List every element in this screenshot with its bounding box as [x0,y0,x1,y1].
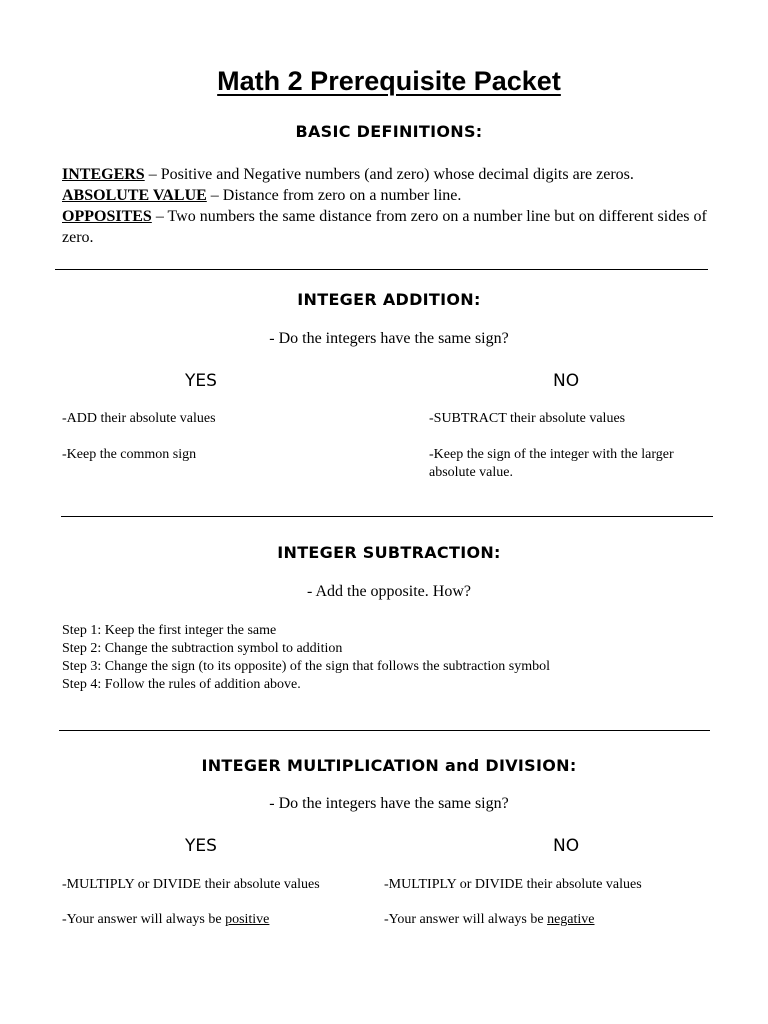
addition-no-item: -SUBTRACT their absolute values [429,411,626,426]
page-title [0,66,768,97]
step-item: Step 1: Keep the first integer the same [62,623,277,638]
definition-integers [62,164,722,185]
integer-subtraction-heading: INTEGER SUBTRACTION: [277,543,501,562]
multiplication-question: - Do the integers have the same sign? [269,795,509,812]
integer-multiplication-heading: INTEGER MULTIPLICATION and DIVISION: [201,756,577,775]
subtraction-question: - Add the opposite. How? [307,583,471,600]
answer-negative: negative [547,912,595,927]
definition-absolute-value [62,185,722,206]
addition-yes-item: -Keep the common sign [62,447,197,462]
multiplication-yes-item: -MULTIPLY or DIVIDE their absolute values [62,877,320,892]
definition-text: – Two numbers the same distance from zero on a number line but on different sides of zero. [62,208,707,246]
definition-text: – Positive and Negative numbers (and zero) whose decimal digits are zeros. [144,166,634,183]
definition-text: – Distance from zero on a number line. [206,187,462,204]
multiplication-no-item [384,911,594,929]
step-item: Step 3: Change the sign (to its opposite) of the sign that follows the subtraction symbol [62,659,551,674]
step-item: Step 4: Follow the rules of addition above. [62,677,301,692]
subtraction-steps [62,622,550,694]
multiplication-yes-item [62,911,269,929]
answer-prefix: -Your answer will always be [384,912,548,927]
divider [61,516,713,517]
divider [59,730,710,731]
definitions-block [62,164,722,248]
addition-yes-label: YES [185,371,217,391]
page-title-text: Math 2 Prerequisite Packet [217,66,561,96]
basic-definitions-heading: BASIC DEFINITIONS: [295,122,483,141]
definition-term: INTEGERS [62,166,145,183]
answer-prefix: -Your answer will always be [62,912,226,927]
multiplication-yes-label: YES [185,836,217,856]
answer-positive: positive [225,912,270,927]
multiplication-no-label: NO [553,836,580,856]
definition-term: OPPOSITES [62,208,152,225]
definition-opposites [62,206,722,248]
addition-no-item: -Keep the sign of the integer with the larger absolute value. [429,447,674,480]
definition-term: ABSOLUTE VALUE [62,187,207,204]
divider [55,269,708,270]
multiplication-no-item: -MULTIPLY or DIVIDE their absolute values [384,877,642,892]
addition-no-label: NO [553,371,580,391]
addition-question: - Do the integers have the same sign? [269,330,509,347]
addition-yes-item: -ADD their absolute values [62,411,216,426]
step-item: Step 2: Change the subtraction symbol to addition [62,641,343,656]
integer-addition-heading: INTEGER ADDITION: [297,290,481,309]
